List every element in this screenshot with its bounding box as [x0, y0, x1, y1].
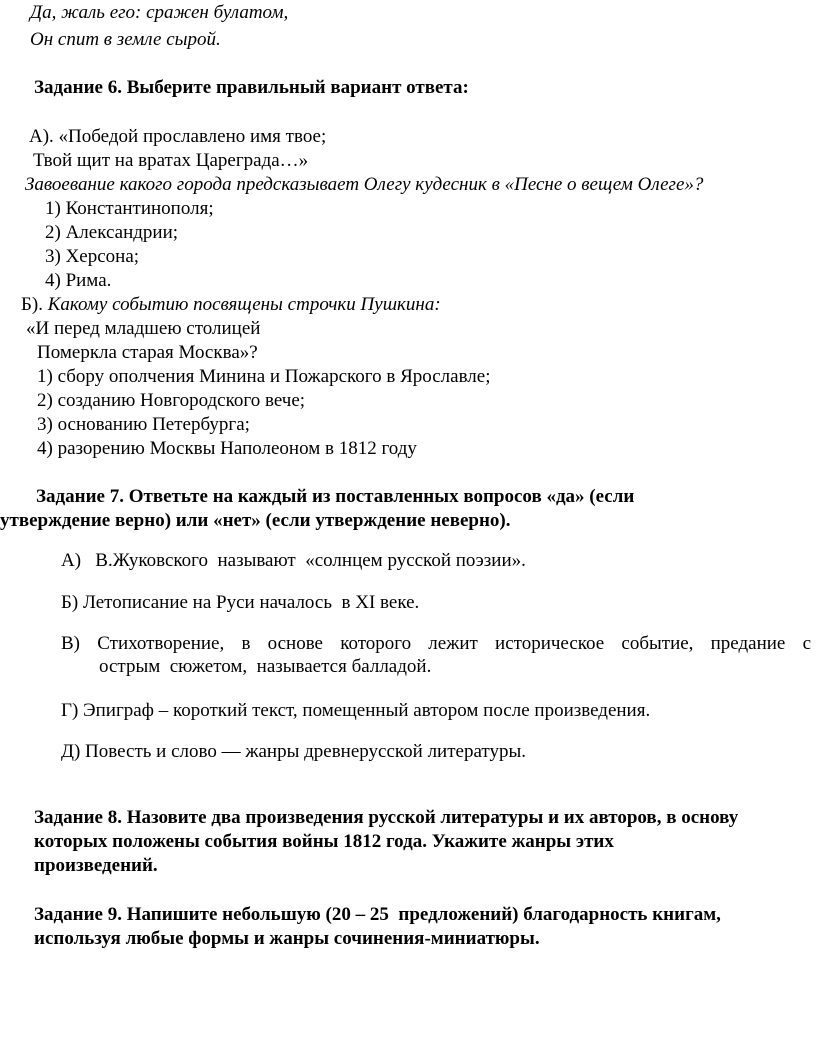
task6b-option-1: 1) сбору ополчения Минина и Пожарского в Ярославле;: [37, 366, 491, 387]
task6-heading: Задание 6. Выберите правильный вариант ответа:: [34, 77, 469, 98]
task6b-option-2: 2) созданию Новгородского вече;: [37, 390, 306, 411]
task6b-option-3: 3) основанию Петербурга;: [37, 414, 250, 435]
task9-line-2: используя любые формы и жанры сочинения-миниатюры.: [34, 928, 540, 949]
task6b-option-4: 4) разорению Москвы Наполеоном в 1812 году: [37, 438, 417, 459]
task6b-quote-line-2: Померкла старая Москва»?: [37, 342, 258, 363]
task7-statement-d: Г) Эпиграф – короткий текст, помещенный автором после произведения.: [61, 700, 651, 721]
task7-heading-line-1: Задание 7. Ответьте на каждый из поставленных вопросов «да» (если: [36, 486, 635, 507]
task6b-quote-line-1: «И перед младшею столицей: [26, 318, 261, 339]
task7-heading-line-2: утверждение верно) или «нет» (если утверждение неверно).: [0, 510, 511, 531]
task7-statement-b: Б) Летописание на Руси началось в XI веке.: [61, 592, 420, 613]
task6b-question-line: [21, 294, 441, 316]
task6a-option-3: 3) Херсона;: [45, 246, 140, 267]
task9-line-1: Задание 9. Напишите небольшую (20 – 25 предложений) благодарность книгам,: [34, 904, 721, 925]
task6a-option-1: 1) Константинополя;: [45, 198, 214, 219]
task6b-label: Б).: [21, 294, 48, 315]
task6a-option-4: 4) Рима.: [45, 270, 112, 291]
task7-statement-a: А) В.Жуковского называют «солнцем русской поэзии».: [61, 550, 526, 571]
task8-line-1: Задание 8. Назовите два произведения русской литературы и их авторов, в основу: [34, 807, 739, 828]
task7-statement-c-line-1: В) Стихотворение, в основе которого лежит историческое событие, предание с: [61, 633, 811, 654]
task6b-question: Какому событию посвящены строчки Пушкина:: [47, 294, 441, 315]
task7-statement-e: Д) Повесть и слово — жанры древнерусской литературы.: [61, 741, 526, 762]
task6a-quote-line-2: Твой щит на вратах Цареграда…»: [33, 150, 309, 171]
poem-line-2: Он спит в земле сырой.: [30, 29, 221, 50]
task6a-question: Завоевание какого города предсказывает Олегу кудесник в «Песне о вещем Олеге»?: [25, 174, 704, 195]
task6a-option-2: 2) Александрии;: [45, 222, 179, 243]
task6a-quote-line-1: А). «Победой прославлено имя твое;: [29, 126, 327, 147]
poem-line-1: Да, жаль его: сражен булатом,: [30, 2, 289, 23]
task7-statement-c-line-2: острым сюжетом, называется балладой.: [99, 656, 432, 677]
task8-line-2: которых положены события войны 1812 года. Укажите жанры этих: [34, 831, 614, 852]
task8-line-3: произведений.: [34, 855, 158, 876]
